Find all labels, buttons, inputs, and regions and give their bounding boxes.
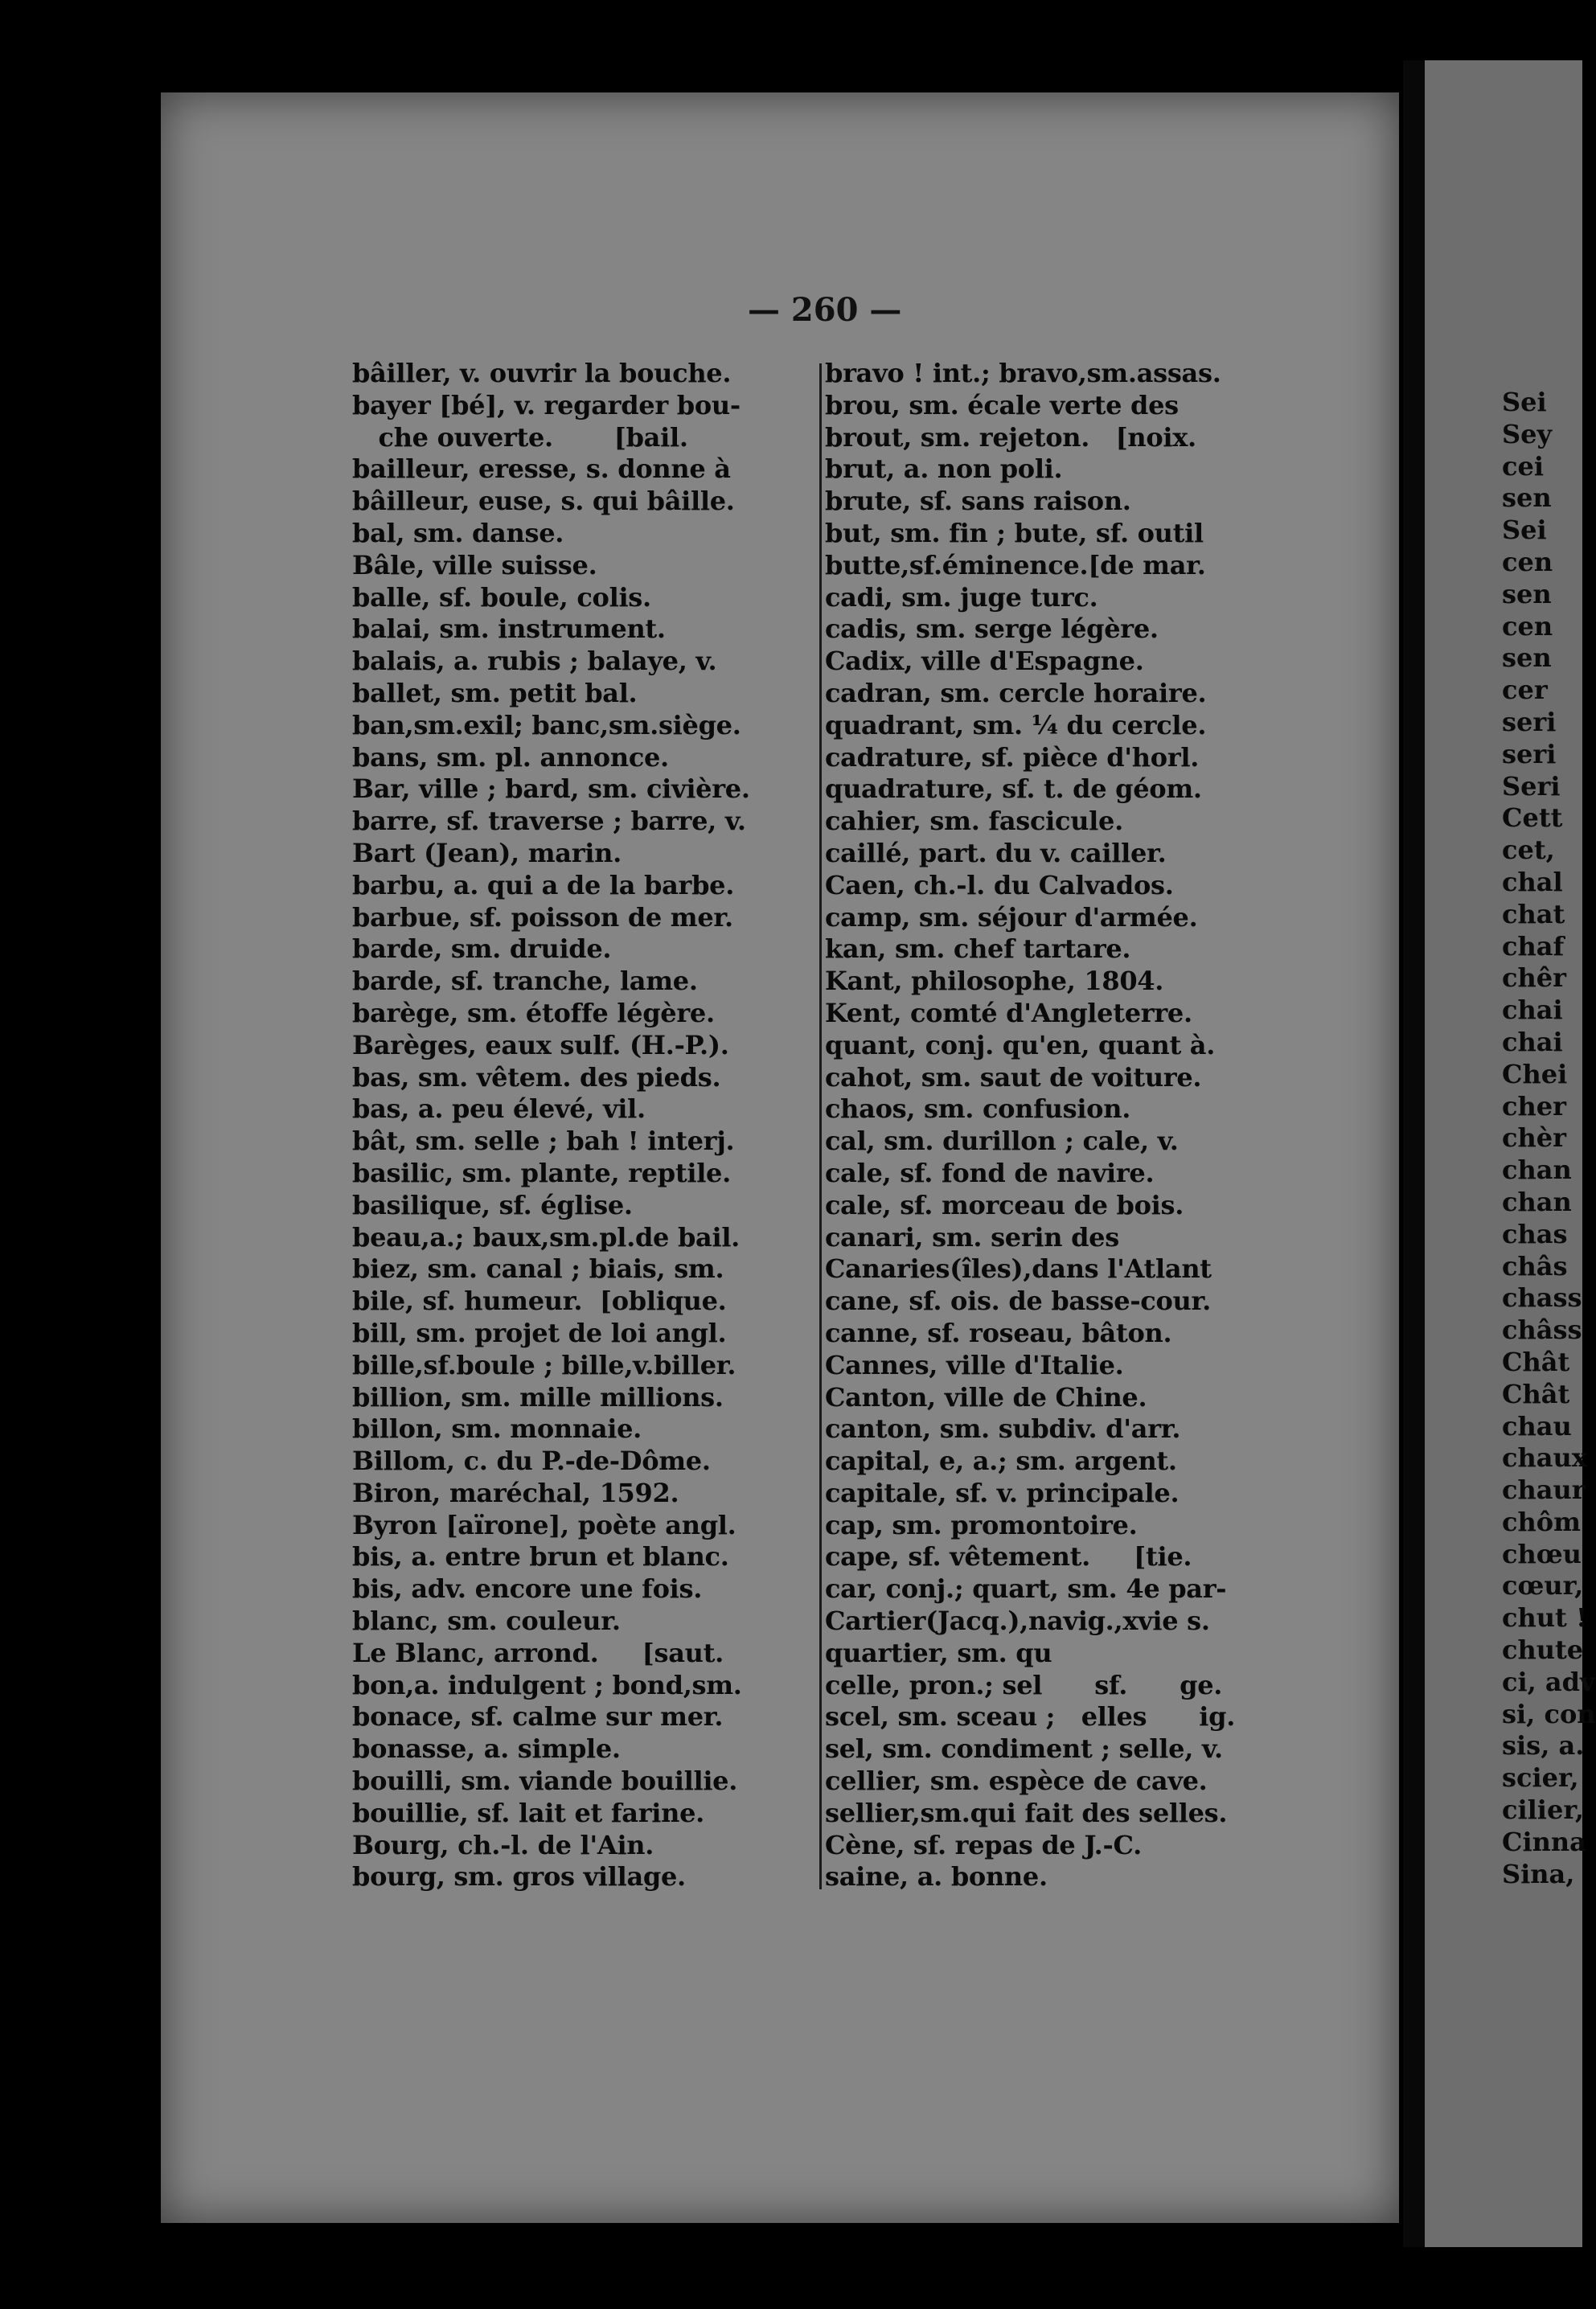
page-number: — 260 —: [748, 291, 902, 329]
dictionary-entry: cadran, sm. cercle horaire.: [825, 677, 1207, 708]
dictionary-entry: bile, sf. humeur. [oblique.: [352, 1286, 727, 1317]
dictionary-entry: cahier, sm. fascicule.: [825, 806, 1123, 837]
adjacent-fragment: cen: [1502, 610, 1553, 642]
dictionary-entry: cap, sm. promontoire.: [825, 1509, 1138, 1540]
dictionary-entry: billion, sm. mille millions.: [352, 1381, 724, 1413]
adjacent-fragment: chœu: [1502, 1538, 1582, 1569]
adjacent-fragment: sis, a.: [1502, 1730, 1585, 1761]
adjacent-fragment: cet,: [1502, 835, 1555, 866]
adjacent-fragment: chai: [1502, 1026, 1563, 1057]
adjacent-fragment: chut !: [1502, 1602, 1587, 1634]
adjacent-fragment: sen: [1502, 482, 1552, 514]
dictionary-entry: bill, sm. projet de loi angl.: [352, 1317, 727, 1348]
adjacent-fragment: chass: [1502, 1282, 1582, 1314]
adjacent-fragment: cei: [1502, 450, 1544, 482]
dictionary-entry: canne, sf. roseau, bâton.: [825, 1317, 1172, 1348]
adjacent-fragment: cilier,: [1502, 1794, 1584, 1826]
adjacent-fragment: Chât: [1502, 1378, 1570, 1409]
adjacent-fragment: chêr: [1502, 962, 1566, 994]
dictionary-entry: quant, conj. qu'en, quant à.: [825, 1029, 1216, 1060]
dictionary-entry: bis, a. entre brun et blanc.: [352, 1541, 729, 1573]
book-gutter: [1403, 60, 1425, 2247]
adjacent-fragment: chan: [1502, 1154, 1572, 1186]
dictionary-entry: bailleur, eresse, s. donne à: [352, 453, 731, 485]
dictionary-entry: car, conj.; quart, sm. 4e par-: [825, 1573, 1227, 1605]
adjacent-fragment: chôm: [1502, 1506, 1581, 1537]
adjacent-fragment: chan: [1502, 1186, 1572, 1217]
dictionary-entry: brout, sm. rejeton. [noix.: [825, 421, 1196, 453]
dictionary-entry: Bâle, ville suisse.: [352, 549, 597, 580]
adjacent-fragment: sen: [1502, 578, 1552, 609]
dictionary-entry: bâiller, v. ouvrir la bouche.: [352, 358, 732, 388]
dictionary-entry: Canaries(îles),dans l'Atlant: [825, 1253, 1212, 1285]
adjacent-fragment: chas: [1502, 1218, 1568, 1249]
dictionary-entry: barde, sf. tranche, lame.: [352, 966, 698, 997]
adjacent-fragment: châss: [1502, 1314, 1582, 1346]
dictionary-entry: quartier, sm. qu: [825, 1637, 1052, 1668]
adjacent-fragment: cœur,: [1502, 1570, 1584, 1602]
adjacent-fragment: châs: [1502, 1250, 1568, 1282]
dictionary-entry: scel, sm. sceau ; elles ig.: [825, 1701, 1236, 1733]
dictionary-entry: Byron [aïrone], poète angl.: [352, 1509, 736, 1540]
dictionary-entry: bât, sm. selle ; bah ! interj.: [352, 1126, 735, 1157]
left-entries-column: [352, 358, 819, 1893]
adjacent-fragment: Chât: [1502, 1346, 1570, 1377]
dictionary-entry: basilique, sf. église.: [352, 1189, 633, 1220]
dictionary-entry: bille,sf.boule ; bille,v.biller.: [352, 1349, 736, 1380]
adjacent-fragment: sen: [1502, 642, 1552, 674]
dictionary-entry: but, sm. fin ; bute, sf. outil: [825, 517, 1204, 548]
dictionary-entry: capitale, sf. v. principale.: [825, 1477, 1180, 1508]
adjacent-fragment: Cett: [1502, 802, 1563, 834]
dictionary-entry: cellier, sm. espèce de cave.: [825, 1766, 1208, 1797]
dictionary-entry: Cannes, ville d'Italie.: [825, 1349, 1124, 1380]
dictionary-entry: Bart (Jean), marin.: [352, 837, 622, 868]
dictionary-entry: basilic, sm. plante, reptile.: [352, 1157, 731, 1188]
adjacent-fragment: cer: [1502, 675, 1548, 706]
dictionary-entry: saine, a. bonne.: [825, 1861, 1048, 1893]
dictionary-entry: cale, sf. fond de navire.: [825, 1157, 1155, 1188]
adjacent-fragment: chaux: [1502, 1442, 1587, 1474]
adjacent-fragment: Sina,: [1502, 1858, 1575, 1889]
adjacent-fragment: seri: [1502, 706, 1557, 737]
dictionary-entry: cape, sf. vêtement. [tie.: [825, 1541, 1192, 1573]
dictionary-entry: canton, sm. subdiv. d'arr.: [825, 1413, 1181, 1445]
adjacent-fragment: chèr: [1502, 1122, 1566, 1154]
dictionary-entry: brut, a. non poli.: [825, 453, 1063, 485]
adjacent-fragment: chaur: [1502, 1474, 1586, 1506]
dictionary-entry: Cartier(Jacq.),navig.,xvie s.: [825, 1606, 1210, 1637]
dictionary-entry: bonasse, a. simple.: [352, 1733, 621, 1765]
dictionary-entry: barre, sf. traverse ; barre, v.: [352, 806, 746, 837]
adjacent-fragment: Seri: [1502, 770, 1561, 802]
dictionary-entry: balai, sm. instrument.: [352, 613, 666, 645]
dictionary-entry: che ouverte. [bail.: [352, 421, 688, 453]
dictionary-entry: cadi, sm. juge turc.: [825, 581, 1098, 613]
right-entries-column: [825, 358, 1299, 1893]
dictionary-entry: bal, sm. danse.: [352, 517, 564, 548]
adjacent-fragment: chute: [1502, 1634, 1584, 1666]
adjacent-fragment: chat: [1502, 898, 1565, 929]
adjacent-fragment: Sey: [1502, 418, 1553, 449]
dictionary-entry: sellier,sm.qui fait des selles.: [825, 1797, 1228, 1828]
dictionary-entry: barde, sm. druide.: [352, 933, 612, 965]
adjacent-fragment: cen: [1502, 546, 1553, 577]
dictionary-entry: cane, sf. ois. de basse-cour.: [825, 1286, 1211, 1317]
dictionary-entry: cal, sm. durillon ; cale, v.: [825, 1126, 1179, 1157]
adjacent-fragment: seri: [1502, 738, 1557, 769]
adjacent-fragment: Sei: [1502, 515, 1547, 546]
adjacent-fragment: ci, adv: [1502, 1666, 1595, 1697]
dictionary-entry: billon, sm. monnaie.: [352, 1413, 642, 1445]
dictionary-entry: quadrant, sm. ¼ du cercle.: [825, 709, 1207, 740]
adjacent-fragment: chaf: [1502, 930, 1565, 962]
dictionary-entry: Kant, philosophe, 1804.: [825, 966, 1164, 997]
adjacent-fragment: scier,: [1502, 1762, 1579, 1794]
dictionary-entry: butte,sf.éminence.[de mar.: [825, 549, 1206, 580]
dictionary-entry: cadrature, sf. pièce d'horl.: [825, 741, 1200, 773]
dictionary-entry: bravo ! int.; bravo,sm.assas.: [825, 358, 1221, 388]
adjacent-fragment: Chei: [1502, 1058, 1568, 1089]
dictionary-entry: brou, sm. écale verte des: [825, 389, 1179, 420]
dictionary-entry: balle, sf. boule, colis.: [352, 581, 651, 613]
adjacent-fragment: Cinna: [1502, 1826, 1586, 1857]
dictionary-entry: bayer [bé], v. regarder bou-: [352, 389, 741, 420]
dictionary-entry: bonace, sf. calme sur mer.: [352, 1701, 724, 1733]
adjacent-fragment: cher: [1502, 1090, 1566, 1122]
dictionary-entry: bouilli, sm. viande bouillie.: [352, 1766, 738, 1797]
dictionary-entry: ballet, sm. petit bal.: [352, 677, 638, 708]
dictionary-entry: ban,sm.exil; banc,sm.siège.: [352, 709, 741, 740]
dictionary-entry: bis, adv. encore une fois.: [352, 1573, 703, 1605]
dictionary-entry: blanc, sm. couleur.: [352, 1606, 621, 1637]
dictionary-entry: Canton, ville de Chine.: [825, 1381, 1147, 1413]
dictionary-entry: Biron, maréchal, 1592.: [352, 1477, 679, 1508]
adjacent-fragment: chau: [1502, 1410, 1572, 1442]
dictionary-entry: caillé, part. du v. cailler.: [825, 837, 1167, 868]
dictionary-entry: bon,a. indulgent ; bond,sm.: [352, 1669, 742, 1700]
adjacent-fragment: si, con: [1502, 1698, 1596, 1729]
dictionary-entry: Bar, ville ; bard, sm. civière.: [352, 773, 750, 805]
dictionary-entry: balais, a. rubis ; balaye, v.: [352, 646, 717, 677]
dictionary-entry: quadrature, sf. t. de géom.: [825, 773, 1202, 805]
dictionary-entry: barbue, sf. poisson de mer.: [352, 901, 733, 933]
dictionary-entry: brute, sf. sans raison.: [825, 486, 1131, 517]
dictionary-entry: bans, sm. pl. annonce.: [352, 741, 669, 773]
dictionary-entry: cale, sf. morceau de bois.: [825, 1189, 1184, 1220]
dictionary-entry: bas, sm. vêtem. des pieds.: [352, 1061, 721, 1093]
dictionary-entry: Cène, sf. repas de J.-C.: [825, 1829, 1142, 1860]
dictionary-entry: chaos, sm. confusion.: [825, 1093, 1131, 1125]
dictionary-entry: barbu, a. qui a de la barbe.: [352, 869, 735, 900]
dictionary-entry: kan, sm. chef tartare.: [825, 933, 1131, 965]
column-divider: [819, 363, 822, 1889]
dictionary-entry: Barèges, eaux sulf. (H.-P.).: [352, 1029, 729, 1060]
dictionary-entry: Billom, c. du P.-de-Dôme.: [352, 1446, 711, 1477]
dictionary-entry: canari, sm. serin des: [825, 1221, 1119, 1253]
dictionary-entry: bourg, sm. gros village.: [352, 1861, 686, 1893]
dictionary-entry: cadis, sm. serge légère.: [825, 613, 1159, 645]
dictionary-entry: biez, sm. canal ; biais, sm.: [352, 1253, 724, 1285]
dictionary-entry: camp, sm. séjour d'armée.: [825, 901, 1198, 933]
dictionary-entry: bouillie, sf. lait et farine.: [352, 1797, 705, 1828]
dictionary-entry: cahot, sm. saut de voiture.: [825, 1061, 1202, 1093]
dictionary-entry: Cadix, ville d'Espagne.: [825, 646, 1144, 677]
adjacent-page-fragments: [1502, 386, 1596, 1889]
dictionary-entry: Bourg, ch.-l. de l'Ain.: [352, 1829, 654, 1860]
dictionary-entry: Le Blanc, arrond. [saut.: [352, 1637, 724, 1668]
dictionary-entry: beau,a.; baux,sm.pl.de bail.: [352, 1221, 741, 1253]
dictionary-entry: sel, sm. condiment ; selle, v.: [825, 1733, 1223, 1765]
dictionary-entry: celle, pron.; sel sf. ge.: [825, 1669, 1223, 1700]
dictionary-entry: bâilleur, euse, s. qui bâille.: [352, 486, 735, 517]
adjacent-fragment: Sei: [1502, 387, 1547, 417]
dictionary-entry: capital, e, a.; sm. argent.: [825, 1446, 1177, 1477]
adjacent-fragment: chai: [1502, 995, 1563, 1026]
dictionary-entry: Kent, comté d'Angleterre.: [825, 997, 1192, 1028]
adjacent-fragment: chal: [1502, 866, 1563, 897]
dictionary-entry: Caen, ch.-l. du Calvados.: [825, 869, 1174, 900]
dictionary-entry: bas, a. peu élevé, vil.: [352, 1093, 646, 1125]
dictionary-entry: barège, sm. étoffe légère.: [352, 997, 715, 1028]
